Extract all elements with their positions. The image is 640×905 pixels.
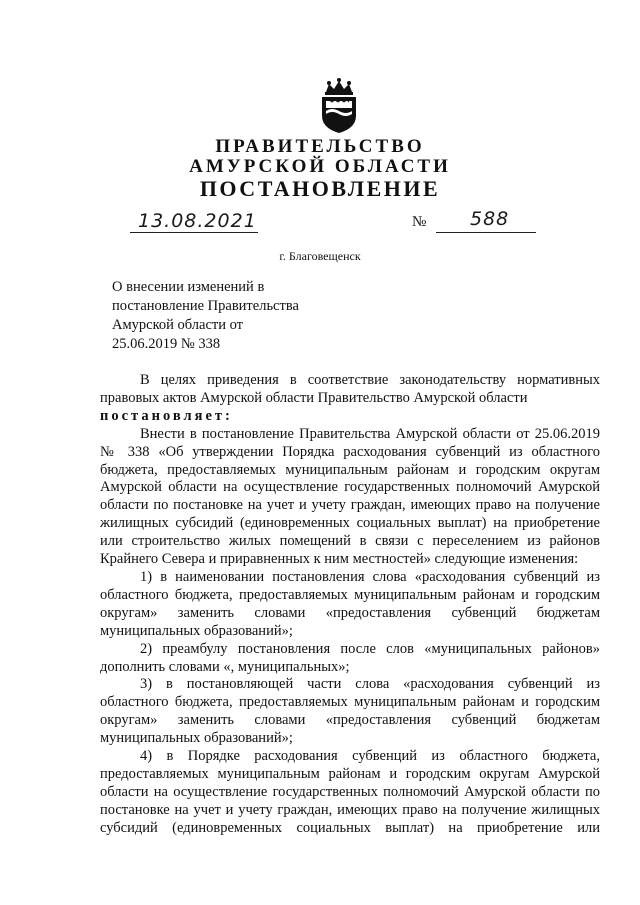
document-subject [112, 278, 299, 354]
body-line: или строительство жилых помещений в связи с переселением из районов [100, 533, 600, 550]
body-line: бюджета, предоставляемых муниципальным районам и городским округам [100, 461, 600, 478]
body-line: округам» заменить словами «предоставления субвенций бюджетам [100, 712, 600, 729]
document-number: 588 [470, 208, 510, 230]
body-line: № 338 «Об утверждении Порядка расходования субвенций из областного [100, 443, 600, 460]
date-underline [130, 232, 258, 233]
subject-line: Амурской области от [112, 317, 244, 333]
resolution-word: постановляет: [100, 407, 233, 424]
body-line: дополнить словами «, муниципальных»; [100, 658, 350, 675]
body-line: Внести в постановление Правительства Амурской области от 25.06.2019 [140, 425, 600, 442]
list-item: 3) в постановляющей части слова «расходования субвенций из [140, 676, 600, 693]
body-line: областного бюджета, предоставляемых муниципальным районам и городским [100, 694, 600, 711]
body-line: областного бюджета, предоставляемых муниципальным районам и городским [100, 586, 600, 603]
body-line: муниципальных образований»; [100, 622, 293, 639]
organization-region: АМУРСКОЙ ОБЛАСТИ [189, 156, 451, 177]
subject-line: постановление Правительства [112, 298, 299, 314]
list-item: 1) в наименовании постановления слова «расходования субвенций из [140, 568, 600, 585]
list-item: 2) преамбулу постановления после слов «муниципальных районов» [140, 640, 600, 657]
number-underline [436, 232, 536, 233]
body-line: жилищных субсидий (единовременных социальных выплат) на приобретение [100, 515, 600, 532]
body-line: предоставляемых муниципальным районам и городским округам Амурской [100, 765, 600, 782]
list-item: 4) в Порядке расходования субвенций из областного бюджета, [140, 748, 600, 765]
body-line: округам» заменить словами «предоставления субвенций бюджетам [100, 604, 600, 621]
body-line: В целях приведения в соответствие законодательству нормативных [140, 372, 600, 388]
body-line: муниципальных образований»; [100, 730, 293, 747]
body-line: области на осуществление государственных полномочий Амурской области по [100, 783, 600, 800]
document-date: 13.08.2021 [138, 210, 257, 232]
subject-line: 25.06.2019 № 338 [112, 336, 221, 352]
organization-name: ПРАВИТЕЛЬСТВО [215, 136, 425, 157]
body-line: правовых актов Амурской области Правительство Амурской области [100, 389, 528, 406]
document-type: ПОСТАНОВЛЕНИЕ [199, 176, 441, 201]
body-line: Крайнего Севера и приравненных к ним местностей» следующие изменения: [100, 551, 579, 568]
body-line: Амурской области на осуществление государственных полномочий Амурской [100, 479, 600, 496]
body-line: субсидий (единовременных социальных выплат) на приобретение или [100, 819, 600, 836]
document-body [100, 372, 600, 838]
body-line: постановке на учет и учету граждан, имеющих право на получение жилищных [100, 801, 600, 818]
subject-line: О внесении изменений в [112, 279, 265, 295]
coat-of-arms-icon [314, 78, 364, 134]
number-label: № [412, 214, 427, 230]
body-line: области по постановке на учет и учету граждан, имеющих право на получение [100, 497, 600, 514]
city: г. Благовещенск [279, 249, 361, 263]
